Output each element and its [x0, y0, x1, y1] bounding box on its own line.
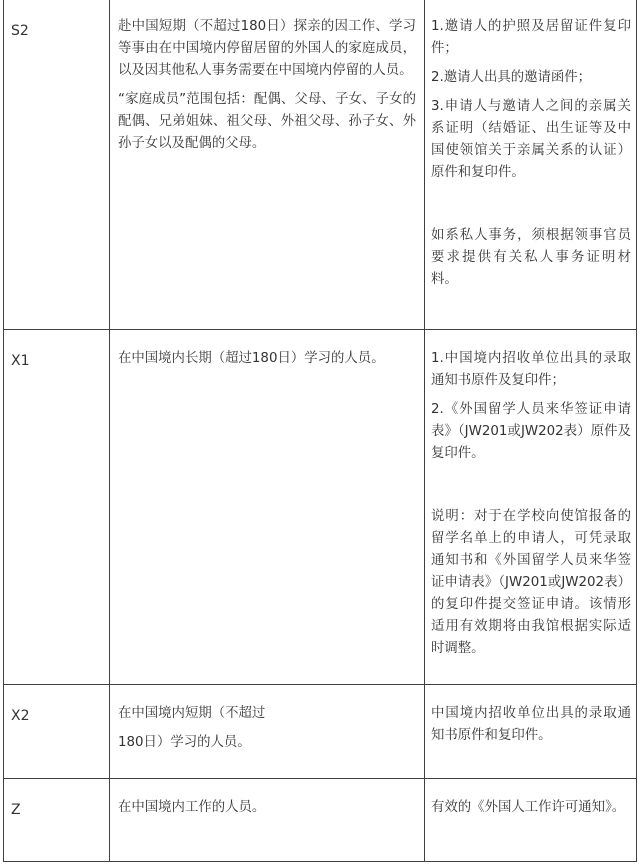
visa-category-cell — [3, 685, 109, 727]
visa-category-cell — [3, 0, 109, 42]
table-row-x2 — [3, 685, 637, 779]
applicable-persons-cell — [110, 0, 424, 162]
cell-divider — [109, 330, 110, 684]
document-item: 1.中国境内招收单位出具的录取通知书原件及复印件； — [431, 351, 631, 388]
applicable-persons-cell — [110, 330, 424, 377]
visa-code: Z — [11, 802, 21, 818]
required-documents-cell — [425, 0, 637, 298]
cell-divider — [3, 0, 4, 329]
visa-code: S2 — [11, 23, 29, 39]
description-text: 在中国境内工作的人员。 — [118, 800, 266, 815]
document-item: 1.邀请人的护照及居留证件复印件； — [431, 19, 631, 56]
description-text: 在中国境内短期（不超过 — [118, 706, 266, 721]
description-text: “家庭成员”范围包括：配偶、父母、子女、子女的配偶、兄弟姐妹、祖父母、外祖父母、孙子女、外孙子女以及配偶的父母。 — [118, 92, 416, 151]
visa-requirements-table — [3, 0, 637, 862]
document-item: 3.申请人与邀请人之间的亲属关系证明（结婚证、出生证等及中国使领馆关于亲属关系的认证）原件和复印件。 — [431, 99, 631, 180]
description-text: 在中国境内长期（超过180日）学习的人员。 — [118, 351, 385, 366]
table-row-s2 — [3, 0, 637, 330]
document-item: 2.邀请人出具的邀请函件； — [431, 70, 592, 85]
visa-code: X2 — [11, 708, 30, 724]
visa-code: X1 — [11, 353, 30, 369]
description-text: 赴中国短期（不超过180日）探亲的因工作、学习等事由在中国境内停留居留的外国人的家庭成员，以及因其他私人事务需要在中国境内停留的人员。 — [118, 19, 416, 78]
document-item: 2.《外国留学人员来华签证申请表》（JW201或JW202表）原件及复印件。 — [431, 402, 631, 461]
table-row-x1 — [3, 330, 637, 685]
required-documents-cell — [425, 685, 637, 754]
table-row-z — [3, 779, 637, 862]
required-documents-cell — [425, 779, 637, 826]
required-documents-cell — [425, 330, 637, 667]
visa-category-cell — [3, 330, 109, 372]
document-item: 有效的《外国人工作许可通知》。 — [431, 800, 626, 815]
applicable-persons-cell — [110, 685, 424, 761]
document-item: 中国境内招收单位出具的录取通知书原件和复印件。 — [431, 706, 631, 743]
visa-category-cell — [3, 779, 109, 821]
document-note: 说明：对于在学校向使馆报备的留学名单上的申请人，可凭录取通知书和《外国留学人员来华签证申请表》（JW201或JW202表）的复印件提交签证申请。该情形适用有效期将由我馆根据实际适时调整。 — [431, 509, 631, 656]
document-note: 如系私人事务，须根据领事官员要求提供有关私人事务证明材料。 — [431, 228, 631, 287]
description-text: 180日）学习的人员。 — [118, 735, 251, 750]
applicable-persons-cell — [110, 779, 424, 826]
cell-divider — [3, 330, 4, 684]
